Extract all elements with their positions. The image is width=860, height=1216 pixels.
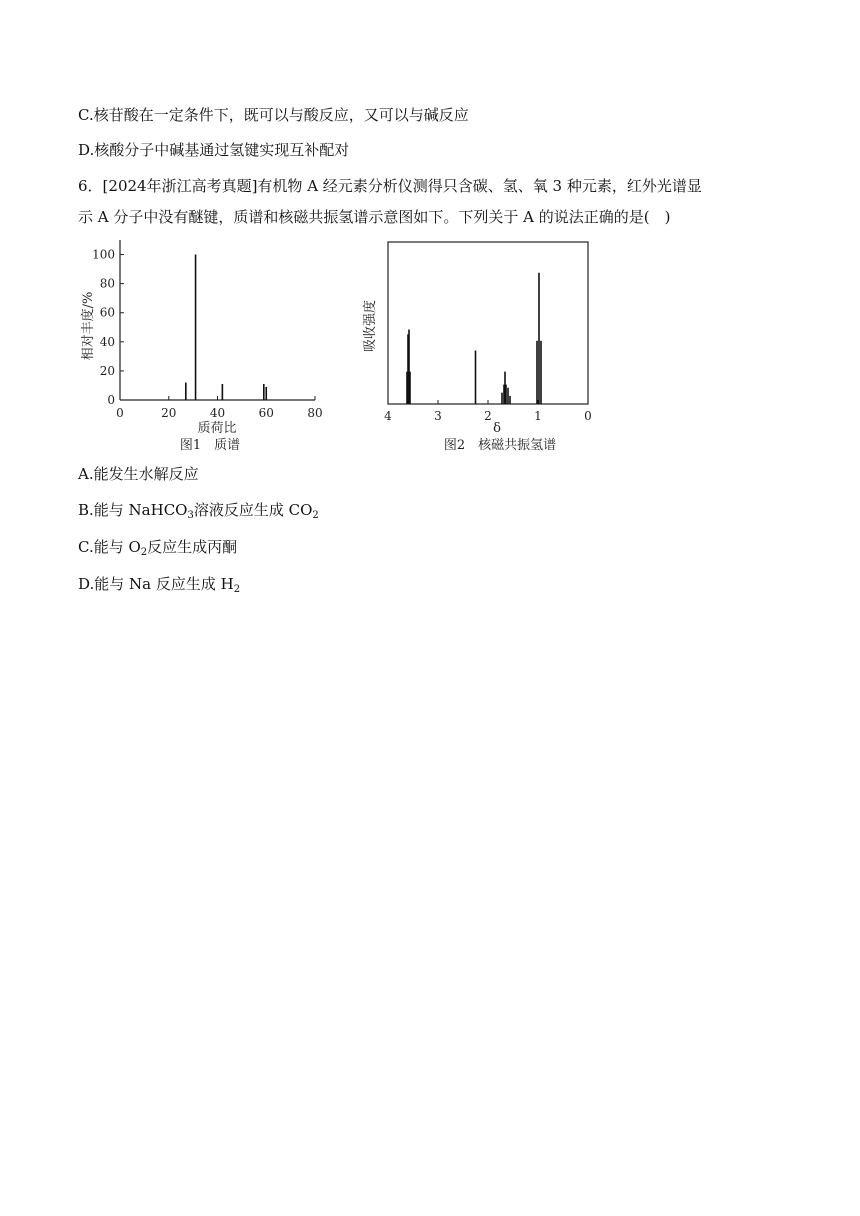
fig1-y-tick-label: 60 [99, 305, 115, 320]
fig1-y-tick-label: 80 [99, 276, 115, 291]
nmr-spectrum-chart [360, 232, 600, 457]
fig2-x-tick-label: 1 [534, 409, 542, 423]
fig2-caption: 图2 核磁共振氢谱 [443, 438, 557, 453]
option-d-text: D.能与 Na 反应生成 H [78, 575, 234, 593]
option-c-text-2: 反应生成丙酮 [147, 538, 238, 556]
option-d-sub: 2 [233, 584, 241, 595]
prev-option-d: D.核酸分子中碱基通过氢键实现互补配对 [78, 141, 350, 159]
mass-spectrum-chart [70, 232, 340, 457]
question-6-stem-line1: 6．[2024年浙江高考真题]有机物 A 经元素分析仪测得只含碳、氢、氧 3 种元素，红外光谱显 [78, 177, 702, 195]
option-b-text-2: 溶液反应生成 CO [193, 501, 313, 519]
fig2-x-tick-label: 3 [434, 409, 442, 423]
option-b[interactable] [78, 499, 319, 521]
fig1-y-tick-label: 40 [99, 334, 115, 349]
option-a[interactable] [78, 463, 199, 485]
option-a-text: A.能发生水解反应 [78, 465, 199, 483]
fig2-x-tick-label: 2 [484, 409, 492, 423]
fig2-frame [388, 242, 588, 404]
fig1-x-tick-label: 60 [258, 406, 274, 420]
fig1-ylabel: 相对丰度/% [81, 291, 96, 361]
fig1-xlabel: 质荷比 [197, 421, 237, 436]
option-c-sub: 2 [140, 547, 148, 558]
option-c[interactable] [78, 536, 237, 558]
figure-1-mass-spectrum [70, 232, 340, 457]
prev-option-c: C.核苷酸在一定条件下，既可以与酸反应，又可以与碱反应 [78, 106, 469, 124]
fig1-x-tick-label: 80 [307, 406, 323, 420]
fig1-caption: 图1 质谱 [179, 438, 241, 453]
fig1-y-tick-label: 0 [107, 393, 115, 407]
fig2-x-tick-label: 0 [584, 409, 592, 423]
fig2-xlabel: δ [493, 421, 501, 436]
fig1-y-tick-label: 20 [99, 363, 115, 378]
option-d[interactable] [78, 573, 240, 595]
fig1-x-tick-label: 20 [161, 406, 177, 420]
fig2-x-tick-label: 4 [384, 409, 392, 423]
fig1-x-tick-label: 40 [209, 406, 226, 420]
option-c-text-1: C.能与 O [78, 538, 141, 556]
figure-2-nmr-spectrum [360, 232, 600, 457]
option-b-sub-1: 3 [187, 510, 194, 521]
fig2-ylabel: 吸收强度 [363, 299, 378, 353]
fig1-y-tick-label: 100 [92, 247, 115, 262]
option-b-text-1: B.能与 NaHCO [78, 501, 188, 519]
question-6-stem-line2: 示 A 分子中没有醚键，质谱和核磁共振氢谱示意图如下。下列关于 A 的说法正确的是( ) [78, 208, 671, 226]
option-b-sub-2: 2 [312, 510, 319, 521]
fig1-x-tick-label: 0 [116, 406, 124, 420]
